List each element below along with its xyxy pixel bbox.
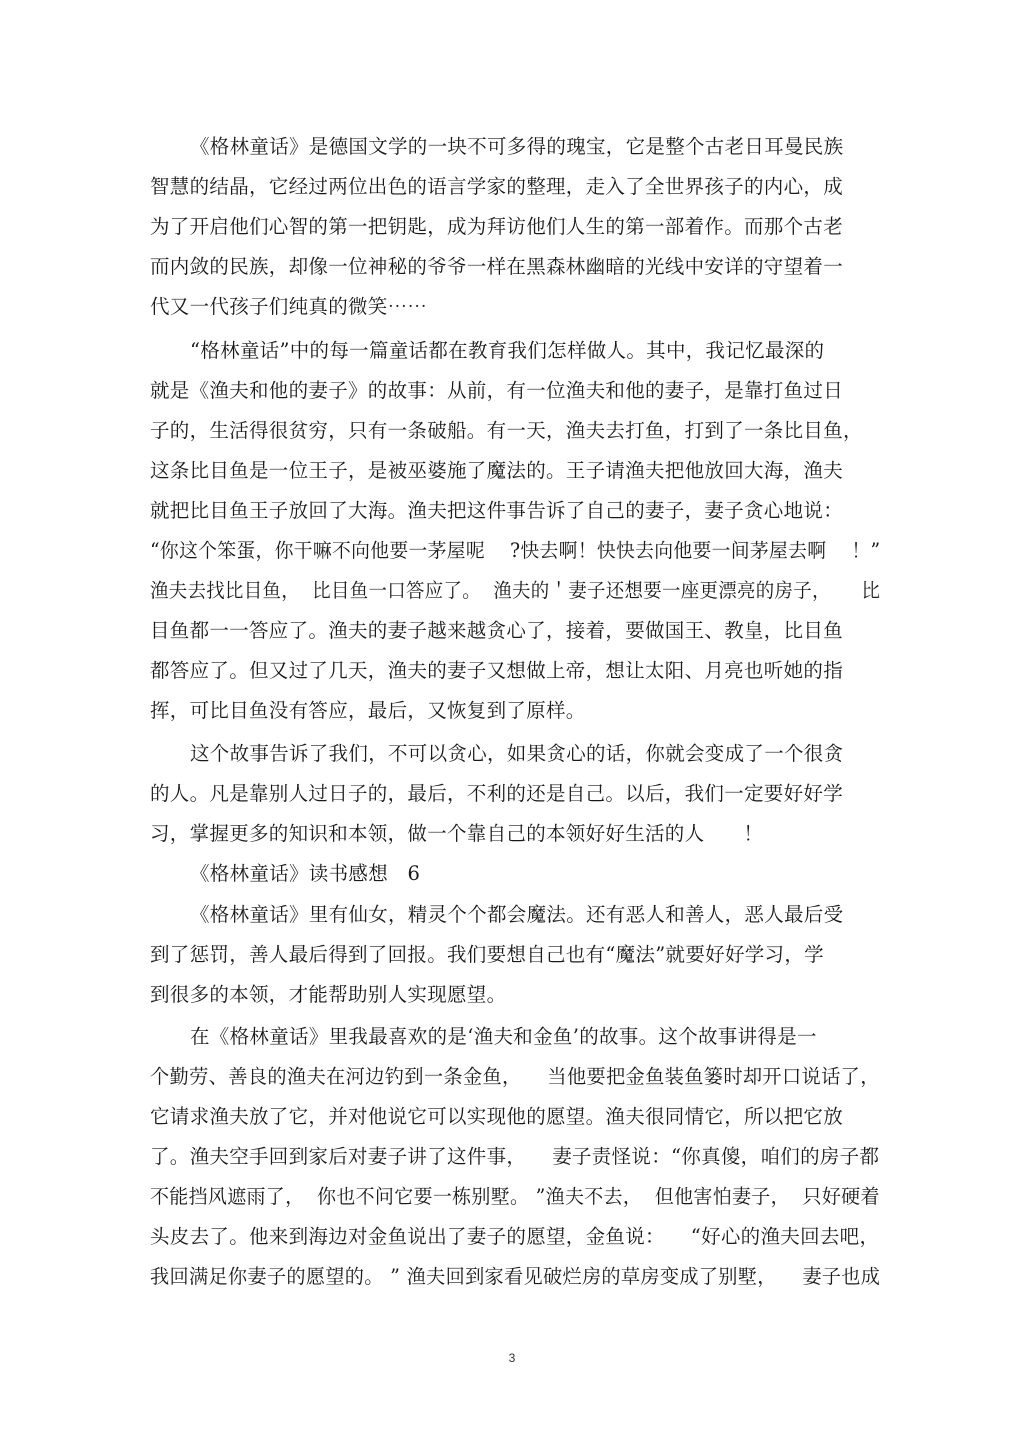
text-line: 在《格林童话》里我最喜欢的是‘渔夫和金鱼’的故事。这个故事讲得是一 (190, 1025, 817, 1048)
text-line: 个勤劳、善良的渔夫在河边钓到一条金鱼， 当他要把金鱼装鱼篓时却开口说话了， (150, 1065, 880, 1088)
text-line: 就把比目鱼王子放回了大海。渔夫把这件事告诉了自己的妻子，妻子贪心地说： (150, 499, 844, 522)
text-line: 《格林童话》里有仙女，精灵个个都会魔法。还有恶人和善人，恶人最后受 (190, 903, 844, 926)
section-heading: 《格林童话》读书感想 6 (190, 862, 421, 885)
text-line: 代又一代孩子们纯真的微笑⋯⋯ (150, 295, 428, 318)
text-line: 挥，可比目鱼没有答应，最后，又恢复到了原样。 (150, 699, 586, 722)
text-line: 而内敛的民族，却像一位神秘的爷爷一样在黑森林幽暗的光线中安详的守望着一 (150, 255, 844, 278)
text-line: 《格林童话》是德国文学的一块不可多得的瑰宝，它是整个古老日耳曼民族 (190, 135, 844, 158)
text-line: 渔夫去找比目鱼， 比目鱼一口答应了。 渔夫的＇妻子还想要一座更漂亮的房子， 比 (150, 579, 881, 602)
text-line: 目鱼都一一答应了。渔夫的妻子越来越贪心了，接着，要做国王、教皇，比目鱼 (150, 619, 844, 642)
text-line: 子的，生活得很贫穷，只有一条破船。有一天，渔夫去打鱼，打到了一条比目鱼， (150, 419, 863, 442)
text-line: 这个故事告诉了我们，不可以贪心，如果贪心的话，你就会变成了一个很贪 (190, 742, 844, 765)
text-line: “格林童话”中的每一篇童话都在教育我们怎样做人。其中，我记忆最深的 (190, 339, 825, 362)
text-line: 到了惩罚，善人最后得到了回报。我们要想自己也有“魔法”就要好好学习，学 (150, 943, 824, 966)
text-line: 都答应了。但又过了几天，渔夫的妻子又想做上帝，想让太阳、月亮也听她的指 (150, 659, 844, 682)
page-number: 3 (508, 1351, 516, 1365)
text-line: 头皮去了。他来到海边对金鱼说出了妻子的愿望，金鱼说： “好心的渔夫回去吧， (150, 1225, 880, 1248)
text-line: 的人。凡是靠别人过日子的，最后，不利的还是自己。以后，我们一定要好好学 (150, 782, 844, 805)
text-line: 不能挡风遮雨了， 你也不问它要一栋别墅。 ”渔夫不去， 但他害怕妻子， 只好硬着 (150, 1185, 880, 1208)
text-line: 习，掌握更多的知识和本领，做一个靠自己的本领好好生活的人 ！ (150, 822, 764, 845)
text-line: 就是《渔夫和他的妻子》的故事：从前，有一位渔夫和他的妻子，是靠打鱼过日 (150, 379, 844, 402)
text-line: 这条比目鱼是一位王子，是被巫婆施了魔法的。王子请渔夫把他放回大海，渔夫 (150, 459, 844, 482)
text-line: 了。渔夫空手回到家后对妻子讲了这件事， 妻子责怪说：“你真傻，咱们的房子都 (150, 1145, 880, 1168)
text-line: 为了开启他们心智的第一把钥匙，成为拜访他们人生的第一部着作。而那个古老 (150, 215, 844, 238)
text-line: 智慧的结晶，它经过两位出色的语言学家的整理，走入了全世界孩子的内心，成 (150, 175, 844, 198)
text-line: 到很多的本领，才能帮助别人实现愿望。 (150, 983, 507, 1006)
text-line: 它请求渔夫放了它，并对他说它可以实现他的愿望。渔夫很同情它，所以把它放 (150, 1105, 844, 1128)
text-line: “你这个笨蛋，你干嘛不向他要一茅屋呢 ?快去啊！快快去向他要一间茅屋去啊 ！” (150, 539, 881, 562)
text-line: 我回满足你妻子的愿望的。 ” 渔夫回到家看见破烂房的草房变成了别墅， 妻子也成 (150, 1265, 881, 1288)
